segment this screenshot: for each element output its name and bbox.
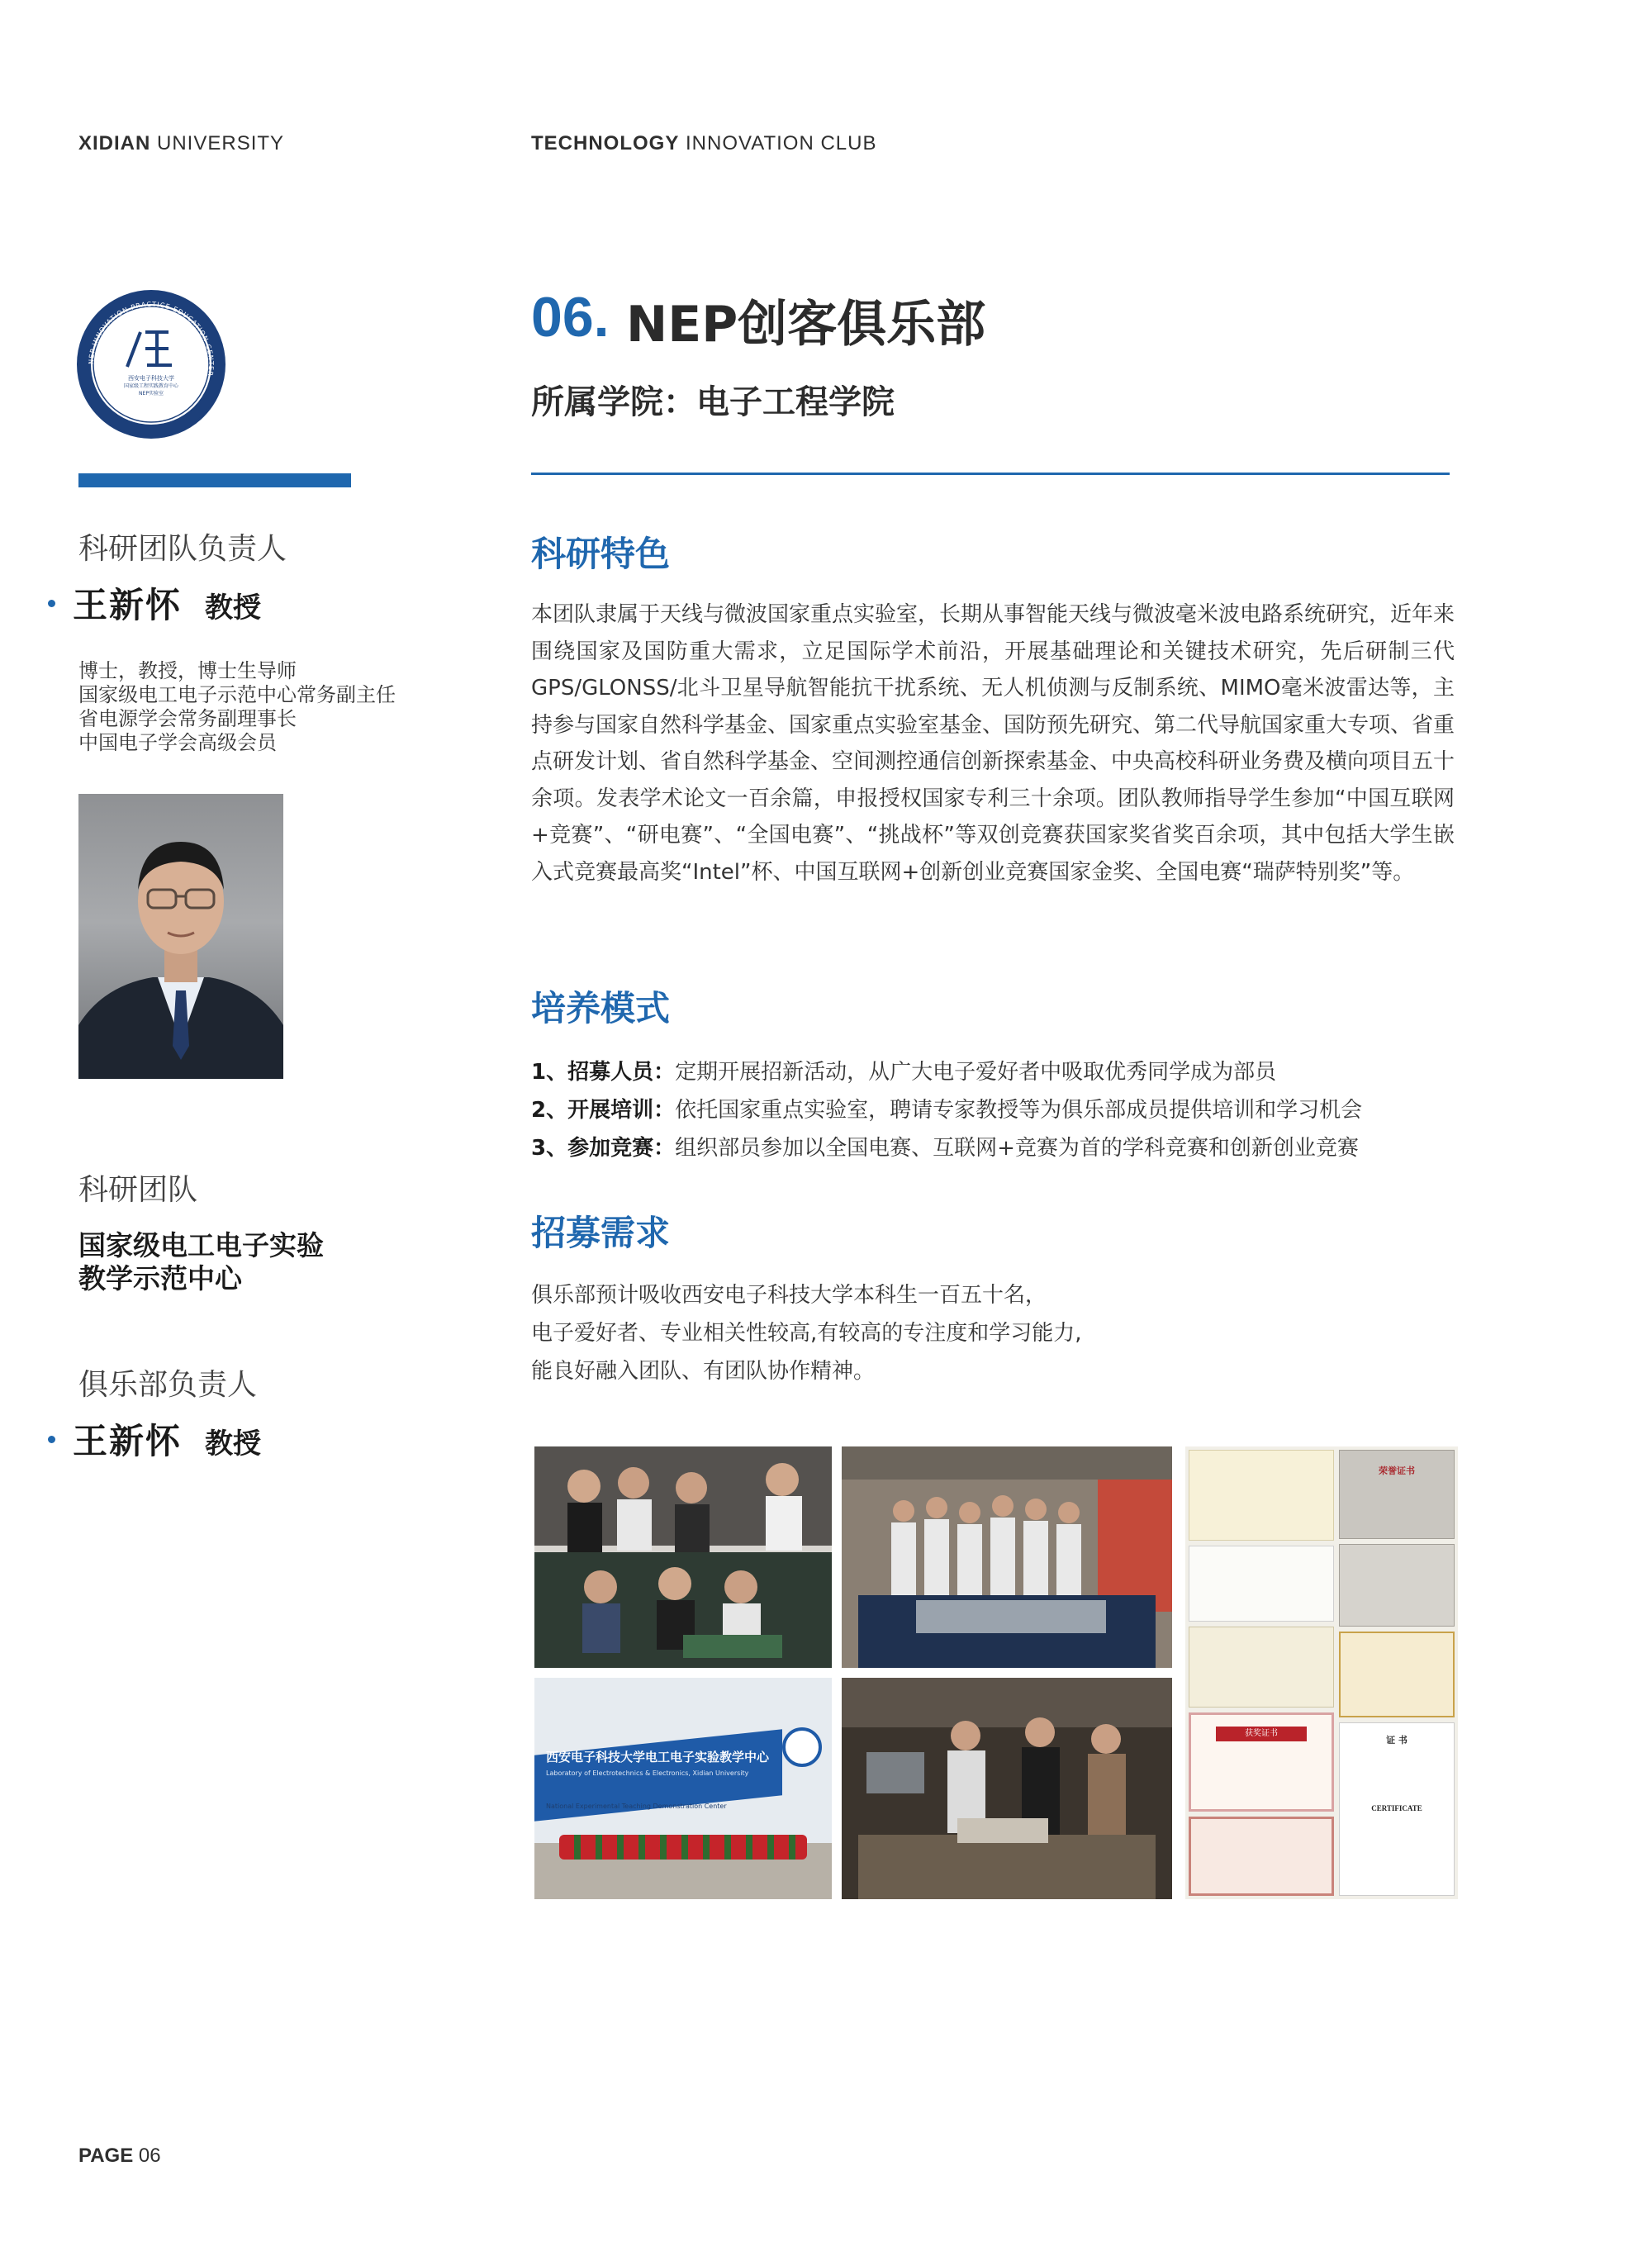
credentials: [78, 659, 396, 755]
logo-line-3: NEP实验室: [139, 391, 164, 397]
footer-page-number: 06: [133, 2145, 161, 2167]
club-leader-name: 王新怀: [73, 1421, 183, 1461]
lab-sign-en: Laboratory of Electrotechnics & Electronics, Xidian University: [546, 1769, 749, 1777]
list-item-label: 2、开展培训：: [531, 1098, 676, 1123]
certificate: [1189, 1546, 1334, 1622]
certificate: [1339, 1632, 1455, 1717]
footer-page-label: PAGE: [78, 2145, 134, 2167]
certificate: [1339, 1722, 1455, 1896]
recruitment-line: 俱乐部预计吸收西安电子科技大学本科生一百五十名，: [531, 1283, 1047, 1308]
flower-row: [559, 1835, 807, 1860]
research-leader-label: 科研团队负责人: [78, 532, 287, 566]
logo-ring-text: NEP INNOVATION PRACTICE EDUCATION CENTER: [87, 300, 216, 378]
research-leader: [48, 578, 261, 628]
certificate: [1189, 1712, 1334, 1812]
header-club-rest: INNOVATION CLUB: [679, 132, 877, 154]
list-item-label: 3、参加竞赛：: [531, 1136, 676, 1161]
header-university: [78, 132, 284, 155]
list-item: [531, 1091, 1362, 1129]
left-accent-bar: [78, 473, 351, 487]
page-title: NEP创客俱乐部: [626, 296, 986, 354]
list-item-text: 组织部员参加以全国电赛、互联网+竞赛为首的学科竞赛和创新创业竞赛: [675, 1136, 1359, 1161]
list-item-label: 1、招募人员：: [531, 1060, 676, 1085]
lab-sign-cn: 西安电子科技大学电工电子实验教学中心: [546, 1750, 770, 1765]
nep-lab-logo: [76, 289, 226, 439]
certificate: [1339, 1450, 1455, 1539]
leader-portrait-photo: [78, 794, 283, 1079]
research-leader-title: 教授: [205, 591, 262, 625]
training-list: [531, 1053, 1362, 1167]
team-name-line: 国家级电工电子实验: [78, 1229, 324, 1261]
certificate: [1339, 1544, 1455, 1627]
cert-heading: 获奖证书: [1216, 1727, 1307, 1741]
photo-workshop: [842, 1678, 1172, 1899]
certificate: [1189, 1450, 1334, 1541]
recruitment-line: 电子爱好者、专业相关性较高,有较高的专注度和学习能力,: [531, 1321, 1082, 1346]
lab-sign-sub: National Experimental Teaching Demonstration Center: [546, 1803, 727, 1810]
workshop-scene-icon: [842, 1678, 1172, 1899]
photo-students-lab: [534, 1446, 832, 1668]
club-leader-label: 俱乐部负责人: [78, 1368, 258, 1402]
list-item-text: 依托国家重点实验室，聘请专家教授等为俱乐部成员提供培训和学习机会: [675, 1098, 1363, 1123]
portrait-figure-icon: [78, 794, 283, 1079]
bullet-icon: [48, 1436, 55, 1443]
page-footer: [78, 2145, 161, 2168]
section-heading-research: 科研特色: [531, 534, 671, 574]
page-subtitle: 所属学院：电子工程学院: [531, 383, 895, 421]
bullet-icon: [48, 600, 55, 607]
cert-heading: 证 书: [1386, 1735, 1408, 1746]
photo-lab-entrance: [534, 1678, 832, 1899]
club-leader-title: 教授: [205, 1427, 262, 1461]
club-leader: [48, 1414, 261, 1464]
section-heading-training: 培养模式: [531, 988, 671, 1028]
recruitment-line: 能良好融入团队、有团队协作精神。: [531, 1359, 876, 1384]
list-item-text: 定期开展招新活动，从广大电子爱好者中吸取优秀同学成为部员: [675, 1060, 1277, 1085]
certificate: [1189, 1627, 1334, 1708]
team-name: [78, 1229, 324, 1295]
list-item: [531, 1053, 1362, 1091]
certificates-collage: [1185, 1446, 1458, 1899]
research-leader-name: 王新怀: [73, 585, 183, 625]
header-club: [531, 132, 876, 155]
header-university-bold: XIDIAN: [78, 132, 151, 154]
logo-line-2: 国家级工程实践教育中心: [123, 383, 179, 389]
header-university-rest: UNIVERSITY: [150, 132, 285, 154]
group-scene-icon: [842, 1446, 1172, 1668]
photo-group-exhibition: [842, 1446, 1172, 1668]
list-item: [531, 1129, 1362, 1167]
credential-line: 博士，教授，博士生导师: [78, 659, 297, 682]
certificate: [1189, 1817, 1334, 1896]
cert-heading: CERTIFICATE: [1371, 1804, 1422, 1812]
title-divider: [531, 473, 1450, 475]
header-club-bold: TECHNOLOGY: [531, 132, 680, 154]
credential-line: 中国电子学会高级会员: [78, 731, 277, 754]
team-name-line: 教学示范中心: [78, 1262, 242, 1294]
team-label: 科研团队: [78, 1173, 198, 1207]
section-heading-recruitment: 招募需求: [531, 1213, 671, 1253]
research-body: 本团队隶属于天线与微波国家重点实验室，长期从事智能天线与微波毫米波电路系统研究，近年来围绕国家及国防重大需求，立足国际学术前沿，开展基础理论和关键技术研究，先后研制三代GPS/GLONSS/北斗卫星导航智能抗干扰系统、无人机侦测与反制系统、MIMO毫米波雷达等，主持参与国家自然科学基金、国家重点实验室基金、国防预先研究、第二代导航国家重大专项、省重点研发计划、省自然科学基金、空间测控通信创新探索基金、中央高校科研业务费及横向项目五十余项。发表学术论文一百余篇，申报授权国家专利三十余项。团队教师指导学生参加“中国互联网+竞赛”、“研电赛”、“全国电赛”、“挑战杯”等双创竞赛获国家奖省奖百余项，其中包括大学生嵌入式竞赛最高奖“Intel”杯、中国互联网+创新创业竞赛国家金奖、全国电赛“瑞萨特别奖”等。: [531, 602, 1455, 885]
lab-scene-icon: [534, 1446, 832, 1668]
university-emblem-icon: [782, 1727, 822, 1767]
credential-line: 省电源学会常务副理事长: [78, 707, 297, 730]
credential-line: 国家级电工电子示范中心常务副主任: [78, 683, 396, 706]
recruitment-body: [531, 1276, 1082, 1390]
cert-heading: 荣誉证书: [1379, 1465, 1415, 1476]
section-number: 06.: [531, 286, 610, 349]
logo-line-1: 西安电子科技大学: [128, 375, 174, 382]
